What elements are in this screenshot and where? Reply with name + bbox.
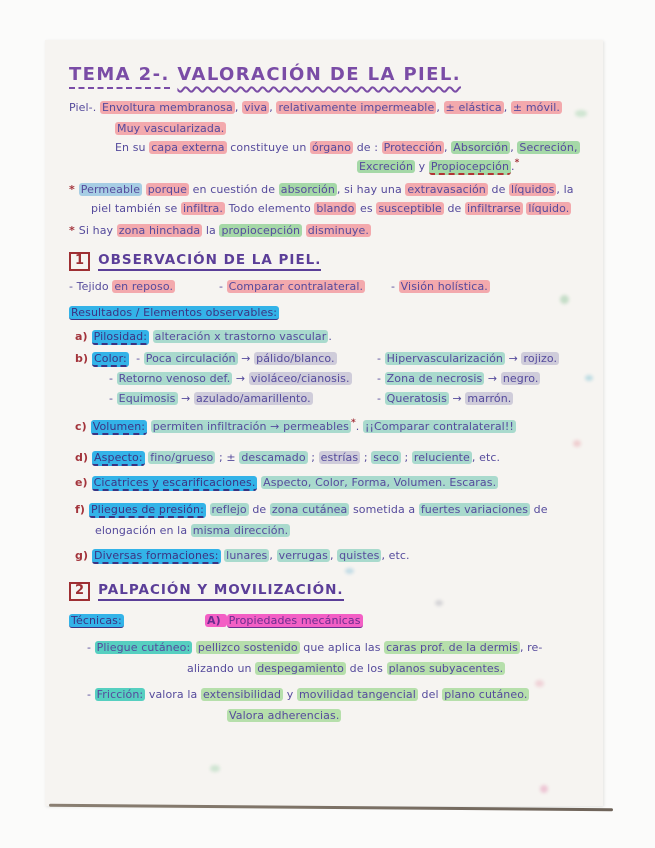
text-segment: órgano: [312, 141, 352, 154]
text-segment: extravasación: [407, 183, 486, 196]
text-segment: susceptible: [378, 202, 442, 215]
text-segment: Diversas formaciones:: [94, 549, 219, 562]
red-asterisk: *: [69, 183, 79, 196]
text-segment: fuertes variaciones: [420, 503, 529, 516]
text-segment: del: [417, 688, 443, 701]
text-segment: caras prof. de la dermis: [386, 641, 518, 654]
tecnica-pliegue-2: [69, 661, 591, 677]
text-segment: porque: [147, 183, 188, 196]
text-segment: ,: [444, 141, 452, 154]
tecnica-pliegue-1: [69, 640, 591, 656]
text-segment: ± elástica: [445, 101, 502, 114]
text-segment: despegamiento: [257, 662, 345, 675]
text-segment: .: [511, 160, 515, 173]
text-segment: -: [87, 641, 95, 654]
text-segment: quistes: [339, 549, 380, 562]
text-segment: Aspecto, Color, Forma, Volumen. Escaras.: [263, 476, 497, 489]
intro-vascularizada: [69, 121, 591, 137]
text-segment: -: [391, 280, 399, 293]
text-segment: Equimosis: [118, 392, 176, 405]
text-segment: - Tejido: [69, 280, 113, 293]
text-segment: seco: [373, 451, 399, 464]
text-segment: de: [248, 503, 270, 516]
text-segment: ; ±: [215, 451, 240, 464]
text-segment: c): [75, 420, 91, 433]
text-segment: zona cutánea: [271, 503, 348, 516]
text-segment: , etc.: [471, 451, 501, 464]
text-segment: ,: [269, 549, 277, 562]
text-segment: piel también se: [91, 202, 181, 215]
title-part-subject: VALORACIÓN DE LA PIEL.: [177, 64, 461, 85]
text-segment: a): [75, 330, 92, 343]
text-segment: y: [415, 160, 429, 173]
red-asterisk: *: [69, 224, 79, 237]
text-segment: →: [484, 372, 501, 385]
text-segment: ;: [400, 451, 412, 464]
text-segment: propiocepción: [221, 224, 301, 237]
subheading: Técnicas:: [71, 614, 122, 627]
text-segment: líquido.: [528, 202, 570, 215]
text-segment: ,: [269, 101, 277, 114]
text-segment: Absorción: [453, 141, 509, 154]
text-segment: Volumen:: [92, 420, 146, 433]
text-segment: -: [128, 352, 144, 365]
item-a-pilosidad: [69, 329, 591, 345]
text-segment: ¡¡Comparar contralateral!!: [364, 420, 514, 433]
text-segment: constituye un: [226, 141, 310, 154]
item-c-volumen: [69, 419, 591, 436]
text-segment: relativamente impermeable: [278, 101, 435, 114]
text-segment: reflejo: [211, 503, 247, 516]
text-segment: viva: [244, 101, 268, 114]
text-segment: infiltrarse: [467, 202, 521, 215]
note-column: [377, 371, 540, 387]
resultados-heading: [69, 305, 591, 321]
text-segment: verrugas: [278, 549, 328, 562]
text-segment: ,: [503, 101, 511, 114]
text-segment: Hipervascularización: [386, 352, 503, 365]
text-segment: Protección: [383, 141, 443, 154]
text-segment: elongación en la: [95, 524, 191, 537]
text-segment: sometida a: [349, 503, 419, 516]
page-bottom-shadow: [49, 804, 613, 811]
text-segment: de: [530, 503, 548, 516]
text-segment: Aspecto:: [94, 451, 143, 464]
text-segment: Pliegue cutáneo:: [96, 641, 191, 654]
text-segment: .: [328, 330, 332, 343]
item-f-pliegues-1: [69, 502, 591, 518]
text-segment: de: [487, 183, 510, 196]
nota-permeable-1: [69, 182, 591, 198]
text-segment: ,: [510, 141, 518, 154]
text-segment: Piel-.: [69, 101, 100, 114]
text-segment: Muy vascularizada.: [117, 122, 225, 135]
item-b-color-2: [69, 371, 591, 387]
text-segment: Propiocepción: [430, 160, 510, 173]
item-b-color-3: [69, 391, 591, 407]
text-segment: blando: [316, 202, 355, 215]
text-segment: A): [207, 614, 225, 627]
text-segment: b): [75, 352, 93, 365]
text-segment: -: [109, 372, 117, 385]
text-segment: -: [377, 372, 385, 385]
item-g-formaciones: [69, 548, 591, 564]
text-segment: .: [355, 420, 363, 433]
text-segment: infiltra.: [183, 202, 223, 215]
text-segment: -: [377, 352, 385, 365]
nota-permeable-2: [69, 201, 591, 217]
notebook-page: [45, 40, 603, 806]
text-segment: En su: [115, 141, 150, 154]
text-segment: [206, 503, 210, 516]
note-column: [205, 613, 363, 629]
note-column: [219, 279, 365, 295]
text-segment: absorción: [280, 183, 335, 196]
text-segment: que aplica las: [299, 641, 385, 654]
subheading: Resultados / Elementos observables:: [71, 306, 278, 319]
text-segment: ,: [436, 101, 444, 114]
text-segment: , etc.: [381, 549, 410, 562]
tecnicas-row: [69, 613, 591, 629]
text-segment: Retorno venoso def.: [118, 372, 231, 385]
text-segment: y: [283, 688, 297, 701]
text-segment: fino/grueso: [150, 451, 214, 464]
text-segment: Secreción,: [519, 141, 578, 154]
notes-content: [69, 62, 591, 724]
text-segment: valora la: [145, 688, 201, 701]
text-segment: e): [75, 476, 92, 489]
text-segment: ± móvil.: [512, 101, 560, 114]
text-segment: ,: [329, 549, 338, 562]
text-segment: d): [75, 451, 93, 464]
text-segment: de :: [353, 141, 382, 154]
text-segment: , la: [556, 183, 574, 196]
text-segment: ;: [360, 451, 372, 464]
text-segment: Zona de necrosis: [386, 372, 483, 385]
nota-hinchada: [69, 223, 591, 239]
intro-funciones-2: [69, 159, 591, 176]
text-segment: reluciente: [413, 451, 470, 464]
section-title: PALPACIÓN Y MOVILIZACIÓN.: [98, 582, 343, 601]
subsection-title: Propiedades mecánicas: [228, 614, 361, 627]
text-segment: capa externa: [151, 141, 225, 154]
text-segment: g): [75, 549, 93, 562]
text-segment: Valora adherencias.: [229, 709, 340, 722]
text-segment: en reposo.: [114, 280, 174, 293]
text-segment: pálido/blanco.: [256, 352, 335, 365]
text-segment: de: [443, 202, 466, 215]
text-segment: -: [87, 688, 95, 701]
tecnica-friccion-1: [69, 687, 591, 703]
text-segment: zona hinchada: [118, 224, 201, 237]
text-segment: Color:: [94, 352, 127, 365]
text-segment: permiten infiltración → permeables: [152, 420, 349, 433]
text-segment: plano cutáneo.: [444, 688, 528, 701]
text-segment: violáceo/cianosis.: [250, 372, 350, 385]
text-segment: movilidad tangencial: [298, 688, 416, 701]
text-segment: es: [356, 202, 377, 215]
text-segment: líquidos: [511, 183, 555, 196]
tecnica-friccion-2: [69, 708, 591, 724]
section-1-heading: [69, 250, 591, 271]
text-segment: Cicatrices y escarificaciones.: [93, 476, 256, 489]
text-segment: misma dirección.: [192, 524, 289, 537]
bleed-spot: [210, 765, 220, 772]
text-segment: →: [448, 392, 466, 405]
section-number-box: 2: [69, 582, 90, 601]
text-segment: Visión holística.: [400, 280, 488, 293]
text-segment: marrón.: [467, 392, 512, 405]
text-segment: negro.: [502, 372, 539, 385]
text-segment: alizando un: [187, 662, 256, 675]
text-segment: Pilosidad:: [93, 330, 148, 343]
text-segment: Permeable: [80, 183, 141, 196]
note-column: [391, 279, 490, 295]
section-title: OBSERVACIÓN DE LA PIEL.: [98, 252, 321, 271]
text-segment: →: [237, 352, 255, 365]
page-title: [69, 62, 591, 88]
section-2-heading: [69, 580, 591, 601]
text-segment: -: [377, 392, 385, 405]
text-segment: , si hay una: [336, 183, 406, 196]
text-segment: →: [177, 392, 195, 405]
text-segment: Pliegues de presión:: [90, 503, 204, 516]
intro-funciones-1: [69, 140, 591, 156]
observacion-pautas: [69, 279, 591, 295]
text-segment: descamado: [241, 451, 306, 464]
text-segment: Poca circulación: [145, 352, 236, 365]
text-segment: estrías: [320, 451, 359, 464]
text-segment: →: [504, 352, 522, 365]
note-column: [377, 391, 513, 407]
text-segment: Si hay: [78, 224, 117, 237]
text-segment: Fricción:: [96, 688, 144, 701]
text-segment: de los: [346, 662, 387, 675]
text-segment: Envoltura membranosa: [101, 101, 233, 114]
text-segment: rojizo.: [523, 352, 558, 365]
text-segment: en cuestión de: [189, 183, 279, 196]
section-number-box: 1: [69, 252, 90, 271]
bleed-spot: [540, 785, 548, 793]
text-segment: ,: [234, 101, 243, 114]
text-segment: f): [75, 503, 89, 516]
text-segment: planos subyacentes.: [388, 662, 504, 675]
text-segment: azulado/amarillento.: [196, 392, 311, 405]
text-segment: alteración x trastorno vascular: [154, 330, 327, 343]
text-segment: pellizco sostenido: [197, 641, 298, 654]
text-segment: ;: [307, 451, 319, 464]
item-b-color-1: [69, 351, 591, 367]
text-segment: -: [219, 280, 227, 293]
intro-piel: [69, 100, 591, 116]
red-star: *: [514, 158, 520, 168]
text-segment: →: [232, 372, 249, 385]
note-column: [377, 351, 559, 367]
text-segment: , re-: [519, 641, 543, 654]
text-segment: la: [202, 224, 220, 237]
text-segment: Queratosis: [386, 392, 447, 405]
text-segment: Todo elemento: [225, 202, 315, 215]
item-d-aspecto: [69, 450, 591, 466]
item-e-cicatrices: [69, 475, 591, 491]
text-segment: Comparar contralateral.: [228, 280, 364, 293]
text-segment: disminuye.: [307, 224, 370, 237]
item-f-pliegues-2: [69, 523, 591, 539]
text-segment: extensibilidad: [202, 688, 282, 701]
red-star: *: [350, 418, 356, 428]
text-segment: -: [109, 392, 117, 405]
text-segment: Excreción: [359, 160, 414, 173]
text-segment: lunares: [226, 549, 268, 562]
title-part-tema: TEMA 2-.: [69, 64, 170, 89]
